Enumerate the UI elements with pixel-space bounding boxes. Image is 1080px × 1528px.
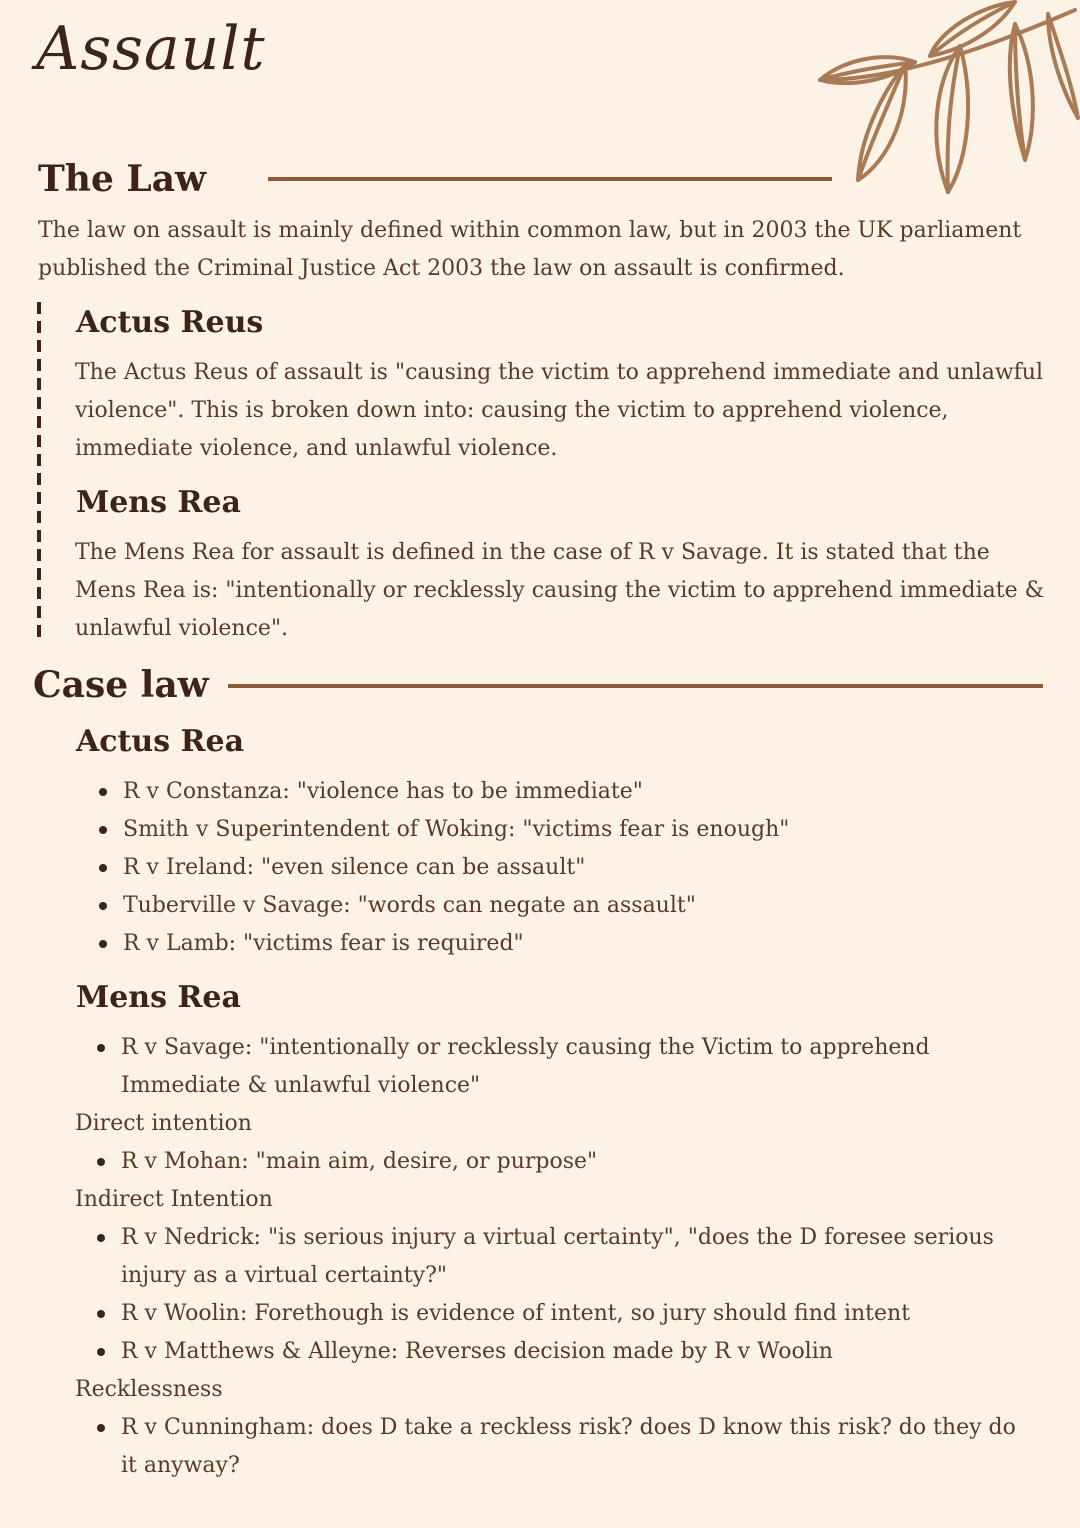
indirect-intention-label: Indirect Intention (75, 1187, 273, 1212)
section-divider (268, 177, 832, 181)
recklessness-list (75, 1409, 1035, 1485)
case-mens-rea-heading: Mens Rea (76, 980, 241, 1015)
dashed-side-bar (37, 302, 41, 642)
indirect-intention-list (75, 1219, 1035, 1371)
list-item: R v Cunningham: does D take a reckless risk? does D know this risk? do they do it anyway? (75, 1409, 1035, 1485)
list-item: R v Lamb: "victims fear is required" (77, 925, 1037, 963)
mens-rea-case-list (75, 1029, 1035, 1105)
actus-reus-heading: Actus Reus (76, 305, 264, 340)
list-item: R v Ireland: "even silence can be assault" (77, 849, 1037, 887)
list-item: Tuberville v Savage: "words can negate an assault" (77, 887, 1037, 925)
list-item: R v Constanza: "violence has to be immediate" (77, 773, 1037, 811)
leaf-branch-icon (810, 0, 1080, 200)
case-actus-rea-heading: Actus Rea (76, 724, 245, 759)
direct-intention-label: Direct intention (75, 1111, 252, 1136)
list-item: R v Matthews & Alleyne: Reverses decision made by R v Woolin (75, 1333, 1035, 1371)
list-item: Smith v Superintendent of Woking: "victims fear is enough" (77, 811, 1037, 849)
list-item: R v Woolin: Forethough is evidence of intent, so jury should find intent (75, 1295, 1035, 1333)
actus-reus-paragraph: The Actus Reus of assault is "causing the victim to apprehend immediate and unlawful violence". This is broken down into: causing the victim to apprehend violence, immediate violence, and unlawful violence. (75, 360, 1044, 461)
list-item: R v Nedrick: "is serious injury a virtual certainty", "does the D foresee serious injury as a virtual certainty?" (75, 1219, 1035, 1295)
the-law-heading: The Law (38, 158, 207, 200)
mens-rea-paragraph: The Mens Rea for assault is defined in the case of R v Savage. It is stated that the Mens Rea is: "intentionally or recklessly causing the victim to apprehend immediate & unlawful violence". (75, 540, 1045, 641)
page-title: Assault (36, 14, 266, 84)
list-item: R v Mohan: "main aim, desire, or purpose" (75, 1143, 1035, 1181)
list-item: R v Savage: "intentionally or recklessly causing the Victim to apprehend Immediate & unlawful violence" (75, 1029, 1035, 1105)
case-law-heading: Case law (33, 664, 209, 706)
recklessness-label: Recklessness (75, 1377, 223, 1402)
direct-intention-list (75, 1143, 1035, 1181)
mens-rea-heading: Mens Rea (76, 485, 241, 520)
section-divider (228, 684, 1043, 688)
the-law-paragraph: The law on assault is mainly defined within common law, but in 2003 the UK parliament published the Criminal Justice Act 2003 the law on assault is confirmed. (38, 218, 1022, 281)
actus-rea-case-list (77, 773, 1037, 963)
